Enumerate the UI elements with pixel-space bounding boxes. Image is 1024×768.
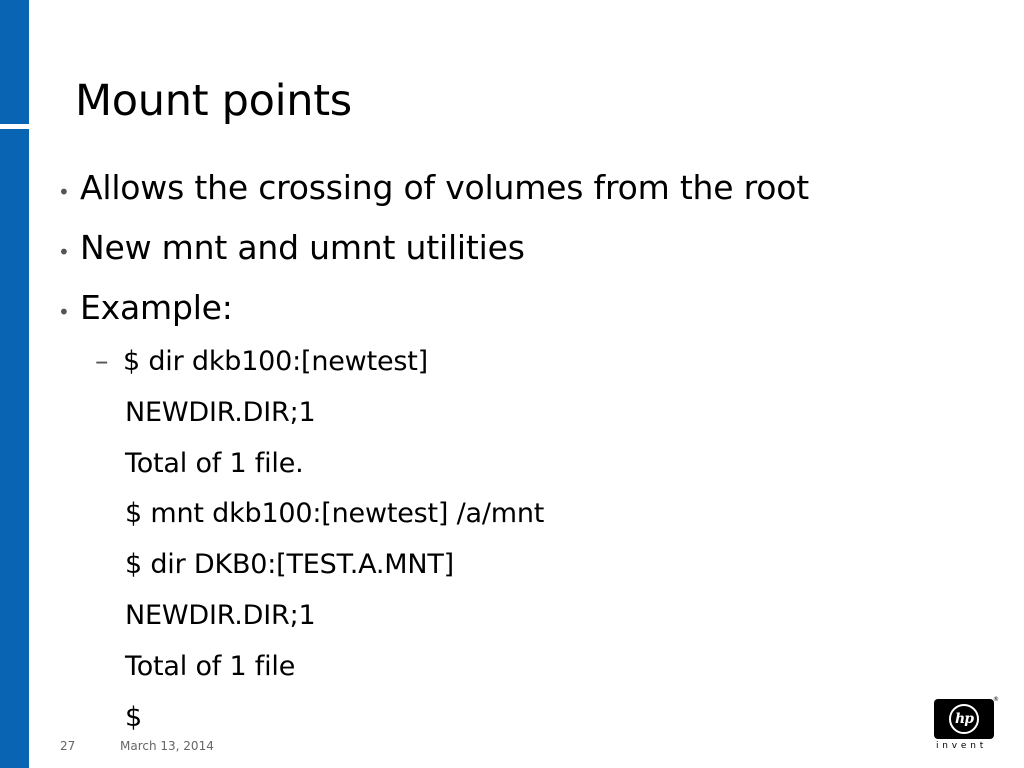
example-text: $ dir DKB0:[TEST.A.MNT] [125,549,454,581]
bullet-text: Example: [80,288,233,327]
example-line [95,337,544,388]
bullet-text: Allows the crossing of volumes from the root [80,168,810,207]
page-number: 27 [60,739,76,753]
bullet-list [58,164,809,344]
example-text: NEWDIR.DIR;1 [125,396,316,428]
example-line [95,693,544,744]
bullet-item [58,224,809,284]
registered-mark: ® [993,696,999,703]
left-accent-bar [0,0,29,768]
example-text: $ mnt dkb100:[newtest] /a/mnt [125,498,545,530]
bullet-item [58,164,809,224]
example-text: $ [125,701,142,733]
example-line [95,388,544,439]
example-text: Total of 1 file [125,650,296,682]
bullet-marker: • [58,240,70,264]
example-line [95,489,544,540]
example-text: Total of 1 file. [125,447,304,479]
sub-bullet-marker: – [95,346,109,377]
footer-date: March 13, 2014 [120,739,214,753]
example-line [95,439,544,490]
bullet-marker: • [58,300,70,324]
bullet-marker: • [58,180,70,204]
example-line [95,540,544,591]
example-list [95,337,544,743]
logo-mark: hp [949,704,979,734]
bullet-item [58,284,809,344]
bullet-text: New mnt and umnt utilities [80,228,525,267]
example-text: NEWDIR.DIR;1 [125,599,316,631]
hp-logo-icon [934,696,999,754]
accent-bar-notch [0,124,29,129]
example-text: $ dir dkb100:[newtest] [123,346,428,377]
logo-tagline: invent [936,741,988,751]
slide-title: Mount points [75,76,352,126]
example-line [95,642,544,693]
example-line [95,591,544,642]
logo-badge [934,699,994,739]
